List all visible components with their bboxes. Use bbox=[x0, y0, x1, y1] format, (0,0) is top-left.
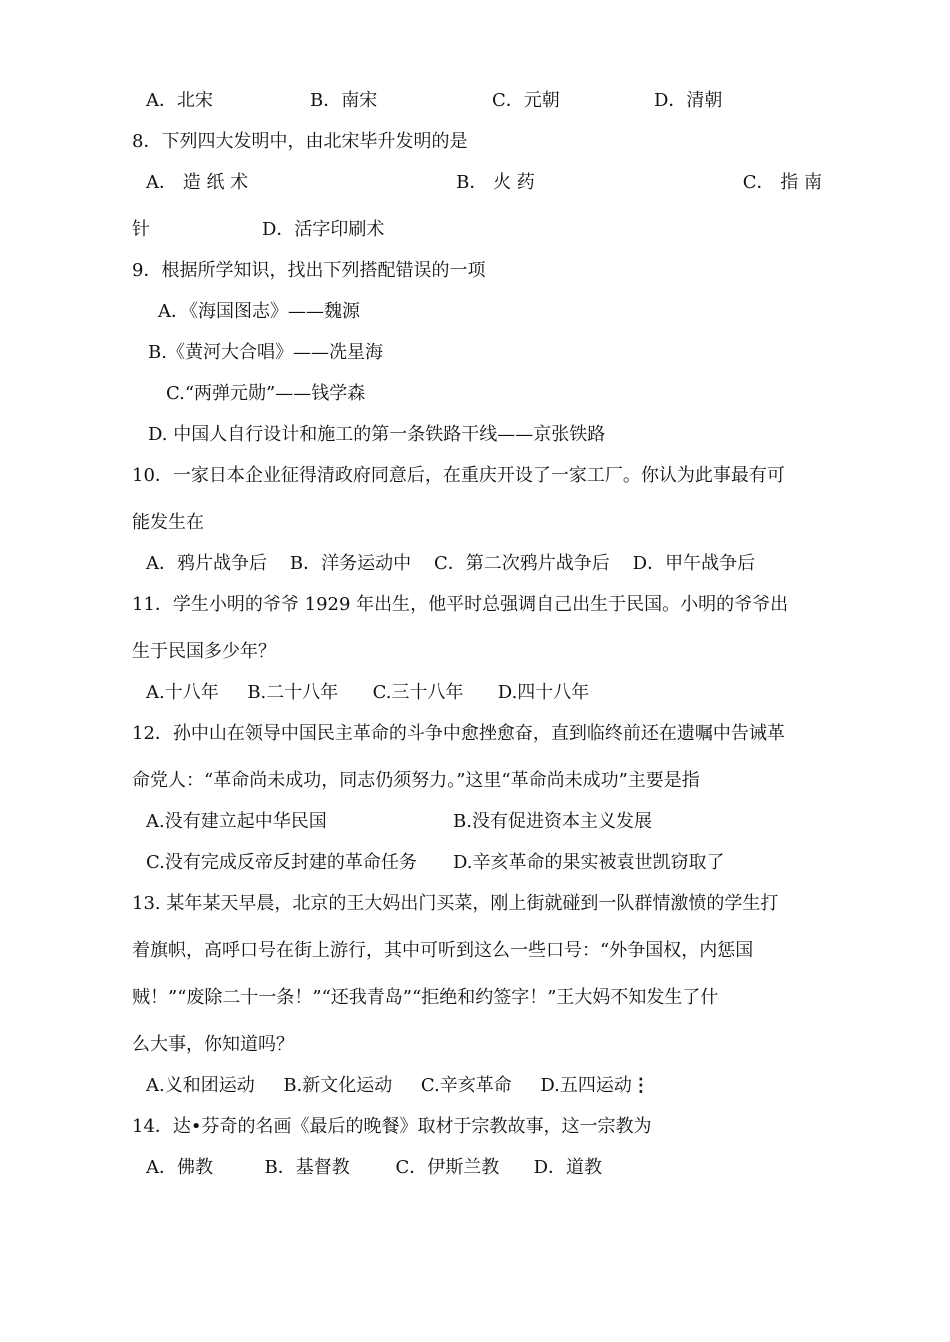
q9-option-b: B.《黄河大合唱》——冼星海 bbox=[148, 342, 383, 363]
q12-option-b: B.没有促进资本主义发展 bbox=[453, 811, 652, 832]
q7-option-a: A．北宋 bbox=[146, 90, 213, 111]
q11-options: A.十八年 B.二十八年 C.三十八年 D.四十八年 bbox=[146, 682, 590, 703]
q13-trailing-mark: ⋮ bbox=[631, 1075, 650, 1096]
q13-stem-line1: 13. 某年某天早晨，北京的王大妈出门买菜，刚上街就碰到一队群情激愤的学生打 bbox=[132, 893, 779, 914]
q11-stem-line1: 11．学生小明的爷爷 1929 年出生，他平时总强调自己出生于民国。小明的爷爷出 bbox=[132, 594, 789, 615]
q8-option-b: B． 火 药 bbox=[456, 172, 535, 193]
q8-option-c: C． 指 南 bbox=[742, 172, 822, 193]
q8-stem: 8．下列四大发明中，由北宋毕升发明的是 bbox=[132, 131, 468, 152]
q9-option-c: C.“两弹元勋”——钱学森 bbox=[166, 383, 366, 404]
q9-option-d: D. 中国人自行设计和施工的第一条铁路干线——京张铁路 bbox=[148, 424, 606, 445]
q13-options-text: A.义和团运动 B.新文化运动 C.辛亥革命 D.五四运动 bbox=[146, 1075, 632, 1096]
q10-stem-line2: 能发生在 bbox=[132, 512, 204, 533]
q10-stem-line1: 10．一家日本企业征得清政府同意后，在重庆开设了一家工厂。你认为此事最有可 bbox=[132, 465, 785, 486]
q13-stem-line2: 着旗帜，高呼口号在街上游行，其中可听到这么一些口号：“外争国权，内惩国 bbox=[132, 940, 754, 961]
q8-option-a: A． 造 纸 术 bbox=[146, 172, 249, 193]
q10-options: A．鸦片战争后 B．洋务运动中 C．第二次鸦片战争后 D．甲午战争后 bbox=[146, 553, 756, 574]
q7-option-d: D．清朝 bbox=[654, 90, 723, 111]
q12-stem-line1: 12．孙中山在领导中国民主革命的斗争中愈挫愈奋，直到临终前还在遗嘱中告诫革 bbox=[132, 723, 785, 744]
q9-stem: 9．根据所学知识，找出下列搭配错误的一项 bbox=[132, 260, 486, 281]
q13-stem-line3: 贼！”“废除二十一条！”“还我青岛”“拒绝和约签字！”王大妈不知发生了什 bbox=[132, 987, 719, 1008]
q14-options: A．佛教 B．基督教 C．伊斯兰教 D．道教 bbox=[146, 1157, 603, 1178]
q8-options-row bbox=[132, 172, 822, 194]
q11-stem-line2: 生于民国多少年？ bbox=[132, 641, 276, 662]
q9-option-a: A．《海国图志》——魏源 bbox=[158, 301, 360, 322]
q8-option-d: D．活字印刷术 bbox=[262, 219, 385, 240]
q7-option-b: B．南宋 bbox=[310, 90, 378, 111]
q13-options bbox=[146, 1075, 650, 1097]
q12-option-d: D.辛亥革命的果实被袁世凯窃取了 bbox=[453, 852, 725, 873]
q12-stem-line2: 命党人：“革命尚未成功，同志仍须努力。”这里“革命尚未成功”主要是指 bbox=[132, 770, 700, 791]
q7-option-c: C．元朝 bbox=[492, 90, 560, 111]
q14-stem: 14．达•芬奇的名画《最后的晚餐》取材于宗教故事，这一宗教为 bbox=[132, 1116, 652, 1137]
q12-option-c: C.没有完成反帝反封建的革命任务 bbox=[146, 852, 417, 873]
q13-stem-line4: 么大事，你知道吗？ bbox=[132, 1034, 294, 1055]
q12-option-a: A.没有建立起中华民国 bbox=[146, 811, 327, 832]
q8-option-c-continuation: 针 bbox=[132, 219, 150, 240]
